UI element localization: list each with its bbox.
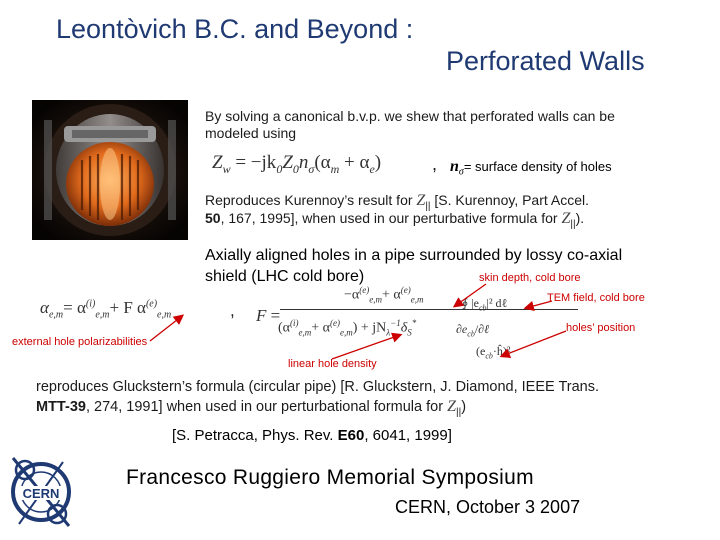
- coaxial-heading-line1: Axially aligned holes in a pipe surrounded by lossy co-axial: [205, 247, 623, 264]
- kurennoy-line1: Reproduces Kurennoy’s result for $Z_{||}$ [S. Kurennoy, Part Accel.: [205, 192, 590, 212]
- normal-projection-term: $(e_{cb}\cdot ĥ)^2$: [476, 344, 511, 361]
- formula-comma: ,: [432, 154, 438, 174]
- petracca-citation: [S. Petracca, Phys. Rev. E60, 6041, 1999]: [172, 427, 452, 444]
- F-factor-label: F =: [256, 306, 281, 325]
- symposium-title: Francesco Ruggiero Memorial Symposium: [126, 466, 534, 489]
- F-factor-denominator: $(\alpha^{(i)}_{e,m}+ \alpha^{(e)}_{e,m}) + jN_\lambda^{-1}\delta_S^*$: [278, 318, 417, 338]
- annotation-external-polarizabilities: external hole polarizabilities: [12, 336, 148, 348]
- slide-title-line2: Perforated Walls: [446, 46, 645, 76]
- derivative-term: $\partial e_{cb}/\partial\ell$: [456, 322, 490, 339]
- intro-line2: modeled using: [205, 125, 297, 141]
- annotation-linear-density: linear hole density: [288, 358, 377, 370]
- intro-line1: By solving a canonical b.v.p. we shew that perforated walls can be: [205, 108, 615, 124]
- impedance-formula: $Z_w = -jk_0Z_0n_\sigma(\alpha_m + \alpha_e)$: [212, 152, 382, 176]
- slide-title-line1: Leontòvich B.C. and Beyond :: [56, 14, 414, 44]
- gluckstern-line1: reproduces Gluckstern’s formula (circular pipe) [R. Gluckstern, J. Diamond, IEEE Trans.: [36, 379, 600, 395]
- effective-polarizability-formula: $\alpha_{e,m}= \alpha^{(i)}_{e,m}+ F$ $\alpha^{(e)}_{e,m}$: [40, 298, 172, 321]
- annotation-holes-position: holes’ position: [566, 322, 636, 334]
- coaxial-heading-line2: shield (LHC cold bore): [205, 268, 365, 285]
- formula2-comma: ,: [230, 301, 235, 320]
- svg-text:CERN: CERN: [22, 486, 60, 501]
- annotation-skin-depth: skin depth, cold bore: [479, 272, 581, 284]
- kurennoy-line2: 50, 167, 1995], when used in our perturbative formula for $Z_{||}$).: [205, 210, 585, 230]
- gluckstern-line2: MTT-39, 274, 1991] when used in our perturbational formula for $Z_{||}$): [36, 398, 467, 418]
- surface-density-definition: $n_\sigma=$ surface density of holes: [450, 158, 612, 178]
- annotation-tem-field: TEM field, cold bore: [547, 292, 645, 304]
- cern-logo: [5, 450, 75, 530]
- integral-term: ∮ $|e_{cb}|^2$ dℓ: [462, 296, 508, 313]
- F-factor-numerator: $-\alpha^{(e)}_{e,m}+ \alpha^{(e)}_{e,m}$: [344, 285, 424, 305]
- symposium-date: CERN, October 3 2007: [395, 497, 581, 517]
